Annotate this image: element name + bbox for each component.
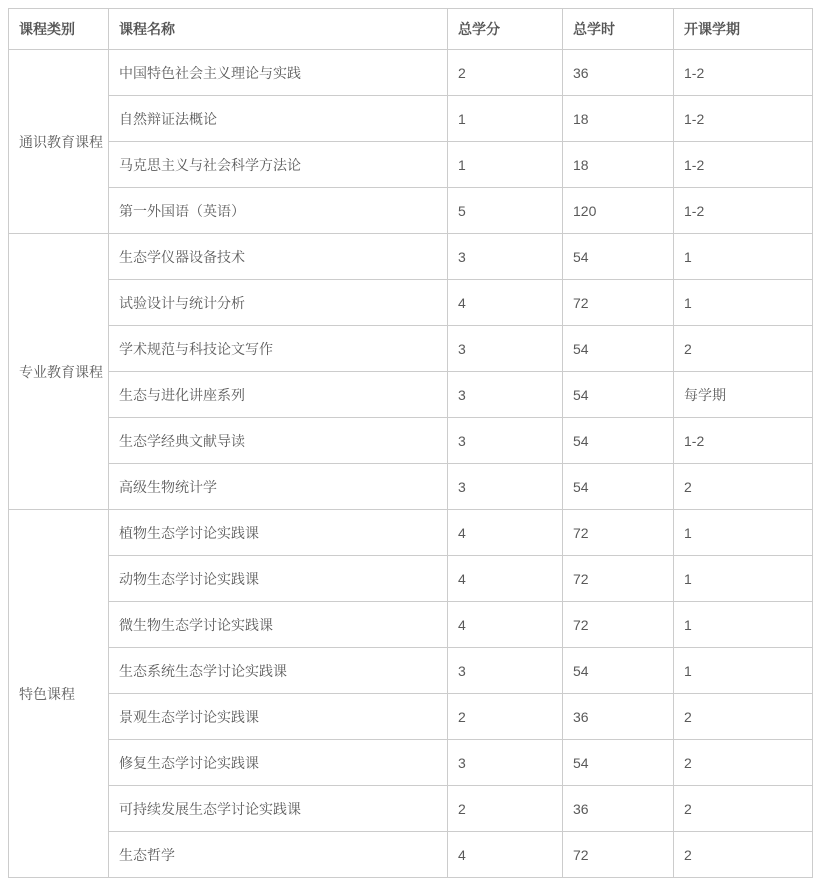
semester-cell: 1-2 [674,50,813,96]
category-cell: 通识教育课程 [9,50,109,234]
col-header-course-name: 课程名称 [109,9,448,50]
hours-cell: 72 [563,602,674,648]
course-name-cell: 植物生态学讨论实践课 [109,510,448,556]
hours-cell: 36 [563,50,674,96]
credits-cell: 5 [448,188,563,234]
course-name-cell: 试验设计与统计分析 [109,280,448,326]
table-row [9,694,813,740]
credits-cell: 2 [448,694,563,740]
table-row [9,142,813,188]
credits-cell: 3 [448,464,563,510]
course-name-cell: 自然辩证法概论 [109,96,448,142]
table-row [9,234,813,280]
credits-cell: 2 [448,786,563,832]
col-header-hours: 总学时 [563,9,674,50]
credits-cell: 1 [448,142,563,188]
table-row [9,372,813,418]
semester-cell: 1 [674,280,813,326]
table-row [9,96,813,142]
semester-cell: 2 [674,832,813,878]
table-row [9,50,813,96]
semester-cell: 2 [674,464,813,510]
table-row [9,648,813,694]
category-cell: 专业教育课程 [9,234,109,510]
semester-cell: 1 [674,648,813,694]
semester-cell: 1 [674,510,813,556]
hours-cell: 54 [563,464,674,510]
table-row [9,188,813,234]
table-row [9,326,813,372]
table-row [9,464,813,510]
table-row [9,740,813,786]
credits-cell: 3 [448,418,563,464]
semester-cell: 1-2 [674,188,813,234]
course-name-cell: 微生物生态学讨论实践课 [109,602,448,648]
credits-cell: 4 [448,280,563,326]
table-row [9,786,813,832]
course-name-cell: 生态与进化讲座系列 [109,372,448,418]
course-name-cell: 生态学经典文献导读 [109,418,448,464]
semester-cell: 2 [674,786,813,832]
course-name-cell: 第一外国语（英语） [109,188,448,234]
course-name-cell: 修复生态学讨论实践课 [109,740,448,786]
credits-cell: 3 [448,326,563,372]
semester-cell: 1-2 [674,418,813,464]
course-name-cell: 生态系统生态学讨论实践课 [109,648,448,694]
table-row [9,832,813,878]
credits-cell: 3 [448,648,563,694]
curriculum-table-body [9,50,813,878]
col-header-category: 课程类别 [9,9,109,50]
hours-cell: 54 [563,234,674,280]
hours-cell: 18 [563,96,674,142]
credits-cell: 3 [448,234,563,280]
hours-cell: 18 [563,142,674,188]
course-name-cell: 马克思主义与社会科学方法论 [109,142,448,188]
header-row [9,9,813,50]
credits-cell: 4 [448,602,563,648]
semester-cell: 2 [674,694,813,740]
col-header-semester: 开课学期 [674,9,813,50]
hours-cell: 72 [563,556,674,602]
credits-cell: 3 [448,372,563,418]
hours-cell: 72 [563,832,674,878]
course-name-cell: 高级生物统计学 [109,464,448,510]
semester-cell: 1 [674,556,813,602]
hours-cell: 54 [563,740,674,786]
category-cell: 特色课程 [9,510,109,878]
course-name-cell: 学术规范与科技论文写作 [109,326,448,372]
credits-cell: 1 [448,96,563,142]
hours-cell: 54 [563,648,674,694]
credits-cell: 4 [448,832,563,878]
hours-cell: 36 [563,694,674,740]
hours-cell: 36 [563,786,674,832]
course-name-cell: 生态学仪器设备技术 [109,234,448,280]
semester-cell: 1-2 [674,142,813,188]
course-name-cell: 动物生态学讨论实践课 [109,556,448,602]
hours-cell: 54 [563,372,674,418]
semester-cell: 2 [674,326,813,372]
table-row [9,510,813,556]
hours-cell: 72 [563,510,674,556]
credits-cell: 4 [448,510,563,556]
course-name-cell: 景观生态学讨论实践课 [109,694,448,740]
credits-cell: 4 [448,556,563,602]
semester-cell: 2 [674,740,813,786]
course-name-cell: 中国特色社会主义理论与实践 [109,50,448,96]
semester-cell: 每学期 [674,372,813,418]
semester-cell: 1 [674,234,813,280]
table-row [9,556,813,602]
hours-cell: 120 [563,188,674,234]
hours-cell: 54 [563,326,674,372]
col-header-credits: 总学分 [448,9,563,50]
credits-cell: 3 [448,740,563,786]
table-row [9,418,813,464]
table-row [9,602,813,648]
semester-cell: 1 [674,602,813,648]
semester-cell: 1-2 [674,96,813,142]
hours-cell: 54 [563,418,674,464]
curriculum-table [8,8,813,878]
course-name-cell: 可持续发展生态学讨论实践课 [109,786,448,832]
credits-cell: 2 [448,50,563,96]
course-name-cell: 生态哲学 [109,832,448,878]
table-row [9,280,813,326]
hours-cell: 72 [563,280,674,326]
